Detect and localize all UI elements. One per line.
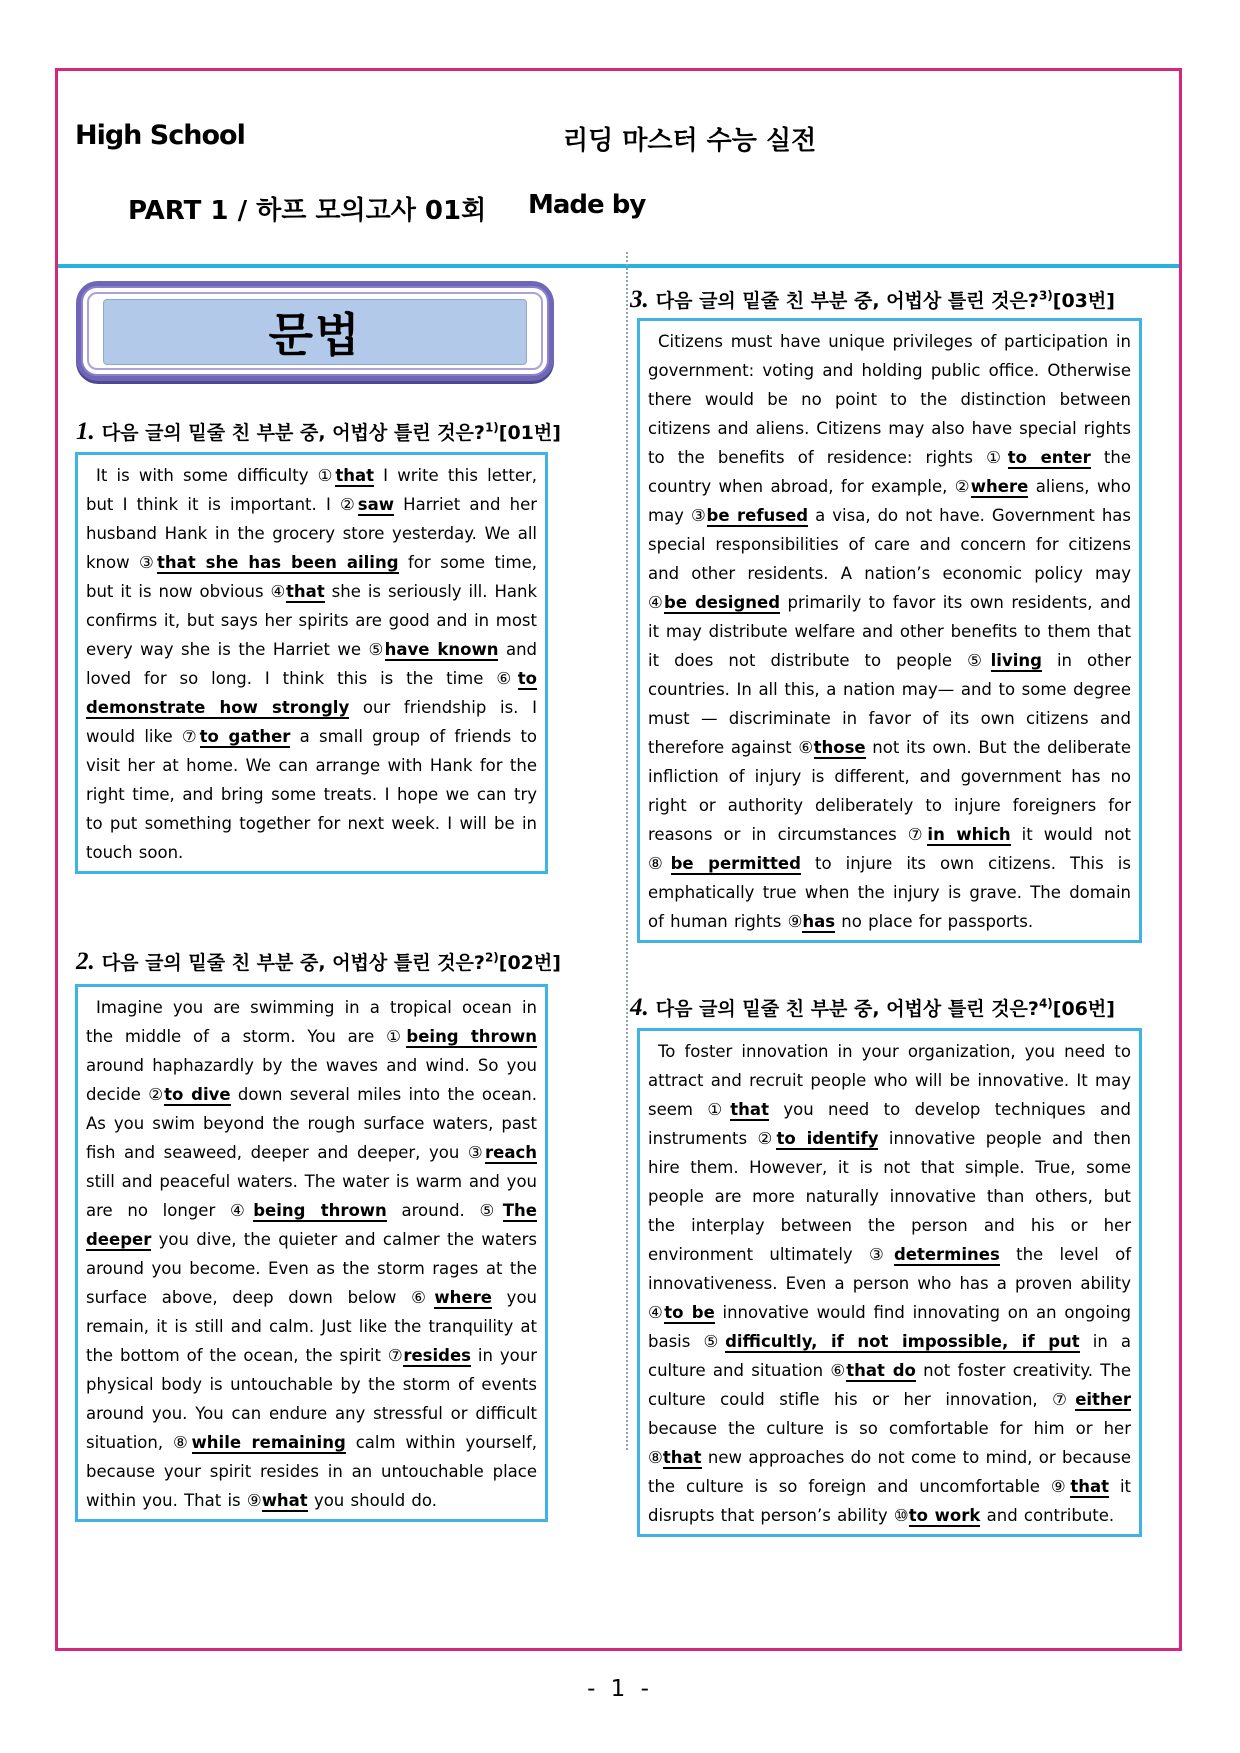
underlined-choice: to demonstrate how strongly bbox=[86, 669, 537, 717]
choice-number: ⑧ bbox=[173, 1433, 192, 1452]
underlined-choice: to work bbox=[908, 1506, 981, 1525]
underlined-choice: to enter bbox=[1007, 448, 1091, 467]
underlined-choice: those bbox=[813, 738, 866, 757]
choice-number: ⑥ bbox=[830, 1361, 847, 1380]
underlined-choice: that bbox=[286, 582, 325, 601]
header-divider bbox=[58, 264, 1179, 268]
choice-number: ⑤ bbox=[368, 640, 385, 659]
underlined-choice: saw bbox=[357, 495, 394, 514]
choice-number: ① bbox=[386, 1027, 407, 1046]
underlined-choice: that bbox=[335, 466, 375, 485]
underlined-choice: difficultly, if not impossible, if put bbox=[725, 1332, 1080, 1351]
question-4-number: 4. bbox=[630, 994, 649, 1021]
choice-number: ① bbox=[317, 466, 336, 485]
choice-number: ④ bbox=[648, 1303, 665, 1322]
choice-number: ⑤ bbox=[967, 651, 991, 670]
underlined-choice: where bbox=[970, 477, 1029, 496]
choice-number: ② bbox=[954, 477, 971, 496]
header-part-label: PART 1 / 하프 모의고사 01회 bbox=[128, 196, 487, 226]
underlined-choice: being thrown bbox=[406, 1027, 538, 1046]
header-exam-title: 리딩 마스터 수능 실전 bbox=[563, 126, 817, 156]
question-3-passage-box bbox=[637, 318, 1142, 943]
choice-number: ⑦ bbox=[1052, 1390, 1076, 1409]
underlined-choice: to identify bbox=[776, 1129, 879, 1148]
underlined-choice: determines bbox=[893, 1245, 1000, 1264]
underlined-choice: that bbox=[662, 1448, 702, 1467]
underlined-choice: that bbox=[1070, 1477, 1109, 1496]
underlined-choice: that bbox=[730, 1100, 769, 1119]
choice-number: ① bbox=[986, 448, 1008, 467]
question-3-prompt bbox=[630, 286, 1115, 314]
underlined-choice: being thrown bbox=[253, 1201, 387, 1220]
choice-number: ⑤ bbox=[479, 1201, 503, 1220]
section-title-ring bbox=[81, 286, 549, 376]
header-made-by-label: Made by bbox=[528, 190, 646, 220]
underlined-choice: what bbox=[261, 1491, 308, 1510]
question-3-passage: Citizens must have unique privileges of participation in government: voting and holding public office. Otherwise there would be no point to the distinction between citizens and aliens. Citizens may also have special rights to the benefits of residence: rights ①to enter the country when abroad, for example, ②where aliens, who may ③be refused a visa, do not have. Government has special responsibilities of care and concern for citizens and other residents. A nation’s economic policy may ④be designed primarily to favor its own residents, and it may distribute welfare and other benefits to them that it does not distribute to people ⑤living in other countries. In all this, a nation may— and to some degree must — discriminate in favor of its own citizens and therefore against ⑥those not its own. But the deliberate infliction of injury is different, and government has no right or authority deliberately to injure foreigners for reasons or in circumstances ⑦in which it would not ⑧be permitted to injure its own citizens. This is emphatically true when the injury is grave. The domain of human rights ⑨has no place for passports. bbox=[648, 332, 1131, 931]
header-school-label: High School bbox=[75, 120, 245, 151]
choice-number: ② bbox=[340, 495, 358, 514]
underlined-choice: be designed bbox=[664, 593, 781, 612]
underlined-choice: to be bbox=[664, 1303, 715, 1322]
choice-number: ③ bbox=[869, 1245, 894, 1264]
choice-number: ② bbox=[757, 1129, 777, 1148]
question-4-prompt bbox=[630, 994, 1115, 1022]
question-2-prompt bbox=[76, 948, 561, 976]
question-3-footnote-marker: 3) bbox=[1038, 288, 1053, 303]
page-number: - 1 - bbox=[587, 1676, 653, 1702]
choice-number: ⑦ bbox=[907, 825, 928, 844]
underlined-choice: where bbox=[434, 1288, 492, 1307]
question-1-text: 다음 글의 밑줄 친 부분 중, 어법상 틀린 것은? bbox=[101, 422, 485, 444]
question-2-ref: [02번] bbox=[498, 952, 561, 974]
underlined-choice: be refused bbox=[706, 506, 809, 525]
choice-number: ⑩ bbox=[893, 1506, 909, 1525]
question-4-footnote-marker: 4) bbox=[1038, 996, 1053, 1011]
underlined-choice: resides bbox=[403, 1346, 471, 1365]
question-2-text: 다음 글의 밑줄 친 부분 중, 어법상 틀린 것은? bbox=[101, 952, 485, 974]
question-3-ref: [03번] bbox=[1052, 290, 1115, 312]
underlined-choice: in which bbox=[927, 825, 1011, 844]
underlined-choice: that do bbox=[846, 1361, 916, 1380]
question-4-text: 다음 글의 밑줄 친 부분 중, 어법상 틀린 것은? bbox=[655, 998, 1039, 1020]
question-3-number: 3. bbox=[630, 286, 649, 313]
choice-number: ⑦ bbox=[181, 727, 200, 746]
underlined-choice: have known bbox=[384, 640, 499, 659]
choice-number: ③ bbox=[467, 1143, 485, 1162]
section-title-box bbox=[76, 281, 554, 381]
underlined-choice: The deeper bbox=[86, 1201, 537, 1249]
choice-number: ① bbox=[707, 1100, 731, 1119]
choice-number: ③ bbox=[690, 506, 707, 525]
question-4-passage: To foster innovation in your organization, you need to attract and recruit people who will be innovative. It may seem ①that you need to develop techniques and instruments ②to identify innovative people and then hire them. However, it is not that simple. True, some people are more naturally innovative than others, but the interplay between the person and his or her environment ultimately ③determines the level of innovativeness. Even a person who has a proven ability ④to be innovative would find innovating on an ongoing basis ⑤difficultly, if not impossible, if put in a culture and situation ⑥that do not foster creativity. The culture could stifle his or her innovation, ⑦either because the culture is so comfortable for him or her ⑧that new approaches do not come to mind, or because the culture is so foreign and uncomfortable ⑨that it disrupts that person’s ability ⑩to work and contribute. bbox=[648, 1042, 1132, 1525]
question-2-number: 2. bbox=[76, 948, 95, 975]
question-2-passage-box bbox=[75, 984, 548, 1522]
choice-number: ⑨ bbox=[787, 912, 803, 931]
underlined-choice: to gather bbox=[199, 727, 291, 746]
question-1-passage: It is with some difficulty ①that I write this letter, but I think it is important. I ②saw Harriet and her husband Hank in the grocery store yesterday. We all know ③that she has been ailing for some time, but it is now obvious ④that she is seriously ill. Hank confirms it, but says her spirits are good and in most every way she is the Harriet we ⑤have known and loved for so long. I think this is the time ⑥to demonstrate how strongly our friendship is. I would like ⑦to gather a small group of friends to visit her at home. We can arrange with Hank for the right time, and bring some treats. I hope we can try to put something together for next week. I will be in touch soon. bbox=[86, 466, 538, 862]
underlined-choice: be permitted bbox=[670, 854, 801, 873]
underlined-choice: while remaining bbox=[191, 1433, 346, 1452]
question-2-footnote-marker: 2) bbox=[484, 950, 499, 965]
choice-number: ④ bbox=[648, 593, 665, 612]
question-1-prompt bbox=[76, 418, 561, 446]
question-1-ref: [01번] bbox=[498, 422, 561, 444]
underlined-choice: has bbox=[802, 912, 836, 931]
column-divider bbox=[626, 252, 628, 1450]
question-4-ref: [06번] bbox=[1052, 998, 1115, 1020]
choice-number: ② bbox=[148, 1085, 165, 1104]
question-3-text: 다음 글의 밑줄 친 부분 중, 어법상 틀린 것은? bbox=[655, 290, 1039, 312]
underlined-choice: that she has been ailing bbox=[157, 553, 399, 572]
choice-number: ⑨ bbox=[1050, 1477, 1071, 1496]
underlined-choice: either bbox=[1075, 1390, 1132, 1409]
choice-number: ⑥ bbox=[496, 669, 518, 688]
underlined-choice: to dive bbox=[164, 1085, 231, 1104]
question-1-number: 1. bbox=[76, 418, 95, 445]
choice-number: ③ bbox=[139, 553, 158, 572]
question-1-passage-box bbox=[75, 452, 548, 874]
question-4-passage-box bbox=[637, 1028, 1142, 1537]
choice-number: ⑧ bbox=[648, 854, 671, 873]
choice-number: ④ bbox=[270, 582, 287, 601]
underlined-choice: living bbox=[990, 651, 1042, 670]
choice-number: ⑧ bbox=[648, 1448, 663, 1467]
section-title-inner-ring bbox=[87, 292, 543, 370]
question-2-passage: Imagine you are swimming in a tropical ocean in the middle of a storm. You are ①being thrown around haphazardly by the waves and wind. So you decide ②to dive down several miles into the ocean. As you swim beyond the rough surface waters, past fish and seaweed, deeper and deeper, you ③reach still and peaceful waters. The water is warm and you are no longer ④being thrown around. ⑤The deeper you dive, the quieter and calmer the waters around you become. Even as the storm rages at the surface above, deep down below ⑥where you remain, it is still and calm. Just like the tranquility at the bottom of the ocean, the spirit ⑦resides in your physical body is untouchable by the storm of events around you. You can endure any stressful or difficult situation, ⑧while remaining calm within yourself, because your spirit resides in an untouchable place within you. That is ⑨what you should do. bbox=[86, 998, 538, 1510]
question-1-footnote-marker: 1) bbox=[484, 420, 499, 435]
choice-number: ⑤ bbox=[703, 1332, 726, 1351]
underlined-choice: reach bbox=[485, 1143, 537, 1162]
choice-number: ⑥ bbox=[798, 738, 814, 757]
choice-number: ④ bbox=[229, 1201, 254, 1220]
choice-number: ⑨ bbox=[246, 1491, 262, 1510]
choice-number: ⑥ bbox=[411, 1288, 435, 1307]
choice-number: ⑦ bbox=[387, 1346, 404, 1365]
section-title: 문법 bbox=[103, 299, 527, 365]
